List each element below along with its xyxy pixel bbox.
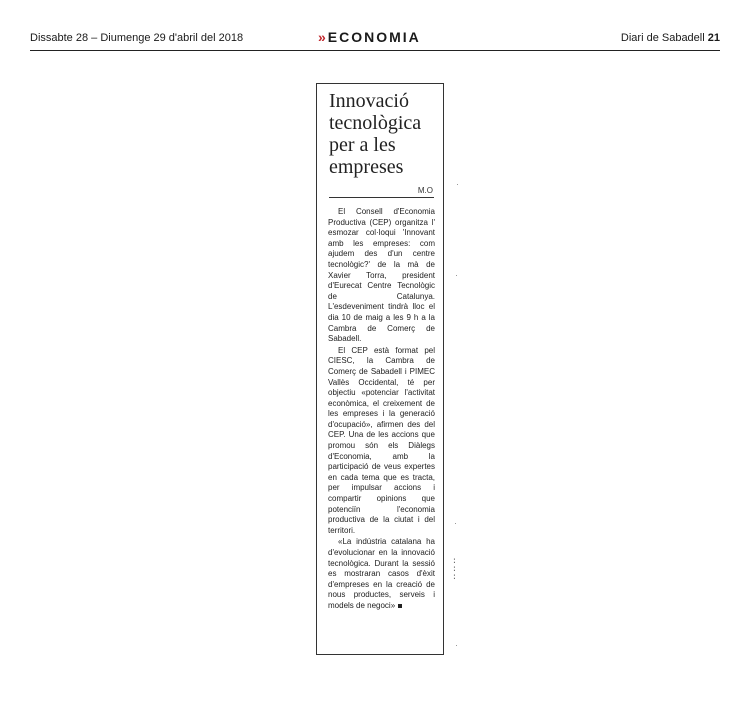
scan-artifact-dots: : : : (452, 557, 457, 582)
publication-info (621, 32, 720, 44)
publication-name: Diari de Sabadell (620, 32, 705, 44)
article-box (316, 83, 444, 655)
page-number: 21 (707, 32, 720, 44)
issue-date: Dissabte 28 – Diumenge 29 d'abril del 2018 (30, 32, 244, 44)
page-header (30, 28, 720, 51)
article-byline: M.O (417, 186, 433, 195)
article-paragraph: «La indústria catalana ha d'evolucionar en la innovació tecnològica. Durant la sessió es mostraran casos d'èxit d'empreses en la creació de nous productes, serveis i models de negoci» (328, 537, 435, 610)
section-marker-icon: » (318, 29, 326, 45)
section-title (318, 29, 421, 45)
section-label: ECONOMIA (327, 29, 421, 45)
article-headline: Innovació tecnològica per a les empreses (329, 90, 422, 178)
end-of-article-icon (398, 604, 402, 608)
article-paragraph: El CEP està format pel CIESC, la Cambra de Comerç de Sabadell i PIMEC Vallès Occidental, té per objectiu «potenciar l'activitat econòmica, el creixement de les empreses i la generació d'ocupació», afirmen des del CEP. Una de les accions que promou són els Diàlegs d'Economia, amb la participació de veus expertes en cada tema que es tracta, per impulsar accions i compartir opinions que potenciïn l'economia productiva de la ciutat i del territori. (328, 345, 435, 535)
scan-speck (456, 645, 457, 646)
scan-speck (456, 275, 457, 276)
article-paragraph: El Consell d'Economia Productiva (CEP) organitza l' esmozar col·loqui 'Innovant amb les empreses: com ajudem des d'un centre tecnològic?' de la mà de Xavier Torra, president d'Eurecat Centre Tecnològic de Catalunya. L'esdeveniment tindrà lloc el dia 10 de maig a les 9 h a la Cambra de Comerç de Sabadell. (328, 207, 435, 344)
scan-speck (455, 523, 456, 524)
scan-speck (457, 184, 458, 185)
article-body (328, 207, 435, 613)
headline-divider (329, 197, 434, 198)
